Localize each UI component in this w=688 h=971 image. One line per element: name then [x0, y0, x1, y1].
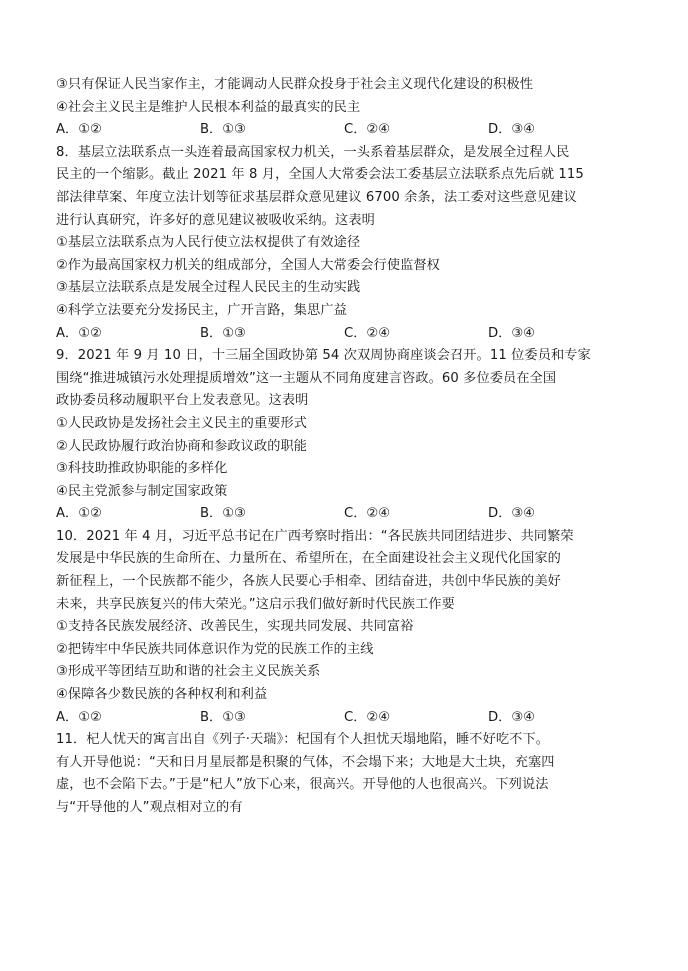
question-text-line: 围绕“推进城镇污水处理提质增效”这一主题从不同角度建言咨政。60 多位委员在全国	[56, 370, 557, 386]
question-text-line: 10．2021 年 4 月，习近平总书记在广西考察时指出：“各民族共同团结进步、共同繁荣	[56, 528, 574, 544]
question-text-line: 与“开导他的人”观点相对立的有	[56, 800, 243, 815]
question-text-line: 8．基层立法联系点一头连着最高国家权力机关，一头系着基层群众，是发展全过程人民	[56, 144, 570, 160]
question-text-line: ③只有保证人民当家作主，才能调动人民群众投身于社会主义现代化建设的积极性	[56, 77, 533, 92]
answer-option-b: B．①③	[200, 506, 246, 522]
question-text-line: ③形成平等团结互助和谐的社会主义民族关系	[56, 664, 321, 680]
answer-option-a: A．①②	[56, 122, 102, 138]
question-block	[56, 345, 636, 526]
question-text-line: 发展是中华民族的生命所在、力量所在、希望所在，在全面建设社会主义现代化国家的	[56, 551, 561, 567]
answer-option-d: D．③④	[488, 325, 535, 341]
question-text-line: 11．杞人忧天的寓言出自《列子·天瑞》：杞国有个人担忧天塌地陷，睡不好吃不下。	[56, 732, 550, 748]
question-block	[56, 526, 636, 729]
answer-option-d: D．③④	[488, 506, 535, 522]
question-text-line: 民主的一个缩影。截止 2021 年 8 月，全国人大常委会法工委基层立法联系点先后就 115	[56, 167, 584, 183]
answer-option-b: B．①③	[200, 122, 246, 138]
question-text-line: 政协委员移动履职平台上发表意见。这表明	[56, 393, 309, 409]
question-text-line: ①支持各民族发展经济、改善民生，实现共同发展、共同富裕	[56, 619, 414, 635]
answer-option-d: D．③④	[488, 122, 535, 138]
answer-option-a: A．①②	[56, 709, 102, 725]
answer-options	[56, 707, 636, 730]
answer-option-c: C．②④	[344, 325, 391, 341]
exam-page	[56, 74, 636, 820]
answer-option-b: B．①③	[200, 709, 246, 725]
question-text-line: 部法律草案、年度立法计划等征求基层群众意见建议 6700 余条，法工委对这些意见建议	[56, 189, 577, 205]
answer-option-b: B．①③	[200, 325, 246, 341]
question-block	[56, 729, 636, 819]
answer-option-c: C．②④	[344, 709, 391, 725]
answer-option-c: C．②④	[344, 506, 391, 522]
answer-option-a: A．①②	[56, 506, 102, 522]
question-text-line: ③基层立法联系点是发展全过程人民民主的生动实践	[56, 280, 361, 296]
question-text-line: 虚，也不会陷下去。”于是“杞人”放下心来，很高兴。开导他的人也很高兴。下列说法	[56, 777, 549, 793]
question-block	[56, 74, 636, 142]
answer-option-a: A．①②	[56, 325, 102, 341]
answer-options	[56, 323, 636, 346]
question-text-line: 有人开导他说：“天和日月星辰都是积聚的气体，不会塌下来；大地是大土块，充塞四	[56, 754, 555, 770]
question-text-line: ②人民政协履行政治协商和参政议政的职能	[56, 438, 308, 454]
answer-options	[56, 503, 636, 526]
answer-option-c: C．②④	[344, 122, 391, 138]
question-text-line: ④保障各少数民族的各种权利和利益	[56, 687, 268, 703]
question-text-line: ①基层立法联系点为人民行使立法权提供了有效途径	[56, 235, 361, 251]
question-text-line: 未来，共享民族复兴的伟大荣光。”这启示我们做好新时代民族工作要	[56, 596, 455, 612]
question-text-line: ④民主党派参与制定国家政策	[56, 483, 228, 499]
question-text-line: ②作为最高国家权力机关的组成部分，全国人大常委会行使监督权	[56, 257, 440, 273]
question-text-line: ②把铸牢中华民族共同体意识作为党的民族工作的主线	[56, 641, 374, 657]
answer-option-d: D．③④	[488, 709, 535, 725]
question-text-line: 进行认真研究，许多好的意见建议被吸收采纳。这表明	[56, 212, 375, 228]
question-block	[56, 142, 636, 345]
question-text-line: ①人民政协是发扬社会主义民主的重要形式	[56, 415, 308, 431]
question-text-line: ③科技助推政协职能的多样化	[56, 461, 228, 477]
question-text-line: 9．2021 年 9 月 10 日，十三届全国政协第 54 次双周协商座谈会召开。11 位委员和专家	[56, 348, 591, 364]
question-text-line: ④科学立法要充分发扬民主，广开言路，集思广益	[56, 302, 347, 318]
answer-options	[56, 119, 636, 142]
question-text-line: ④社会主义民主是维护人民根本利益的最真实的民主	[56, 99, 361, 115]
question-text-line: 新征程上，一个民族都不能少，各族人民要心手相牵、团结奋进，共创中华民族的美好	[56, 574, 561, 590]
